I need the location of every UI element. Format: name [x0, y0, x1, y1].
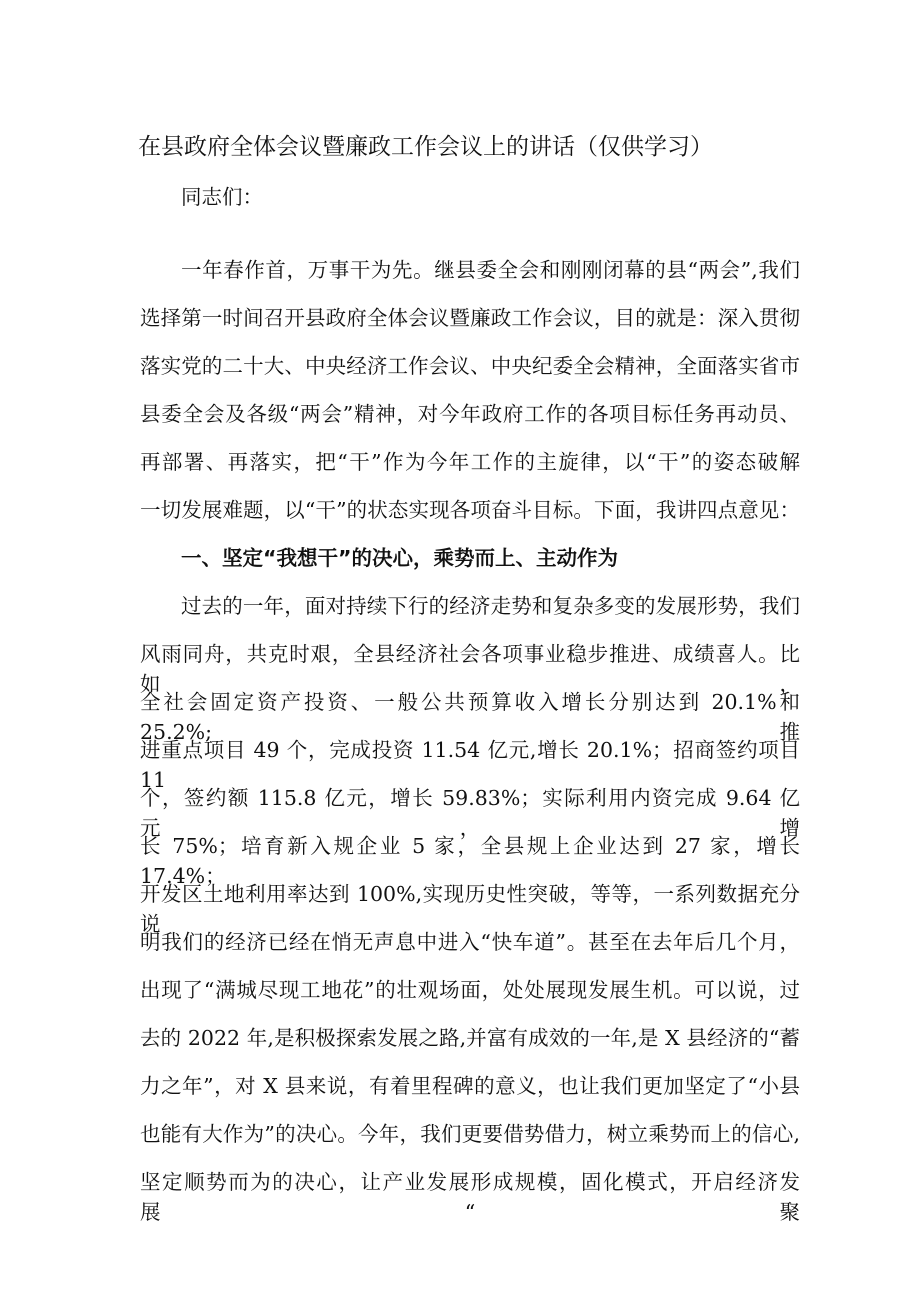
paragraph-line: 出现了“满城尽现工地花”的壮观场面，处处展现发展生机。可以说，过 [140, 978, 800, 1002]
paragraph-line: 个，签约额 115.8 亿元，增长 59.83%；实际利用内资完成 9.64 亿元，增 [140, 786, 800, 840]
paragraph-line: 一切发展难题，以“干”的状态实现各项奋斗目标。下面，我讲四点意见： [140, 498, 800, 522]
paragraph-line: 力之年”，对 X 县来说，有着里程碑的意义，也让我们更加坚定了“小县 [140, 1074, 800, 1098]
paragraph-line: 长 75%；培育新入规企业 5 家，全县规上企业达到 27 家，增长 17.4%； [140, 834, 800, 888]
section-heading: 一、坚定“我想干”的决心，乘势而上、主动作为 [181, 546, 618, 570]
paragraph-line: 去的 2022 年,是积极探索发展之路,并富有成效的一年,是 X 县经济的“蓄 [140, 1026, 800, 1050]
paragraph-line: 选择第一时间召开县政府全体会议暨廉政工作会议，目的就是：深入贯彻 [140, 306, 800, 330]
paragraph-line: 全社会固定资产投资、一般公共预算收入增长分别达到 20.1%和 25.2%;推 [140, 690, 800, 744]
paragraph-line: 坚定顺势而为的决心，让产业发展形成规模，固化模式，开启经济发展“聚 [140, 1170, 800, 1224]
paragraph-line: 明我们的经济已经在悄无声息中进入“快车道”。甚至在去年后几个月， [140, 930, 800, 954]
document-title: 在县政府全体会议暨廉政工作会议上的讲话（仅供学习） [138, 134, 713, 160]
paragraph-line: 风雨同舟，共克时艰，全县经济社会各项事业稳步推进、成绩喜人。比如， [140, 642, 800, 696]
paragraph-line: 再部署、再落实，把“干”作为今年工作的主旋律，以“干”的姿态破解 [140, 450, 800, 474]
paragraph-line: 落实党的二十大、中央经济工作会议、中央纪委全会精神，全面落实省市 [140, 354, 800, 378]
paragraph-line: 也能有大作为”的决心。今年，我们更要借势借力，树立乘势而上的信心, [140, 1122, 800, 1146]
paragraph-line: 过去的一年，面对持续下行的经济走势和复杂多变的发展形势，我们 [181, 594, 800, 618]
paragraph-line: 进重点项目 49 个，完成投资 11.54 亿元,增长 20.1%；招商签约项目 11 [140, 738, 800, 792]
paragraph-line: 县委全会及各级“两会”精神，对今年政府工作的各项目标任务再动员、 [140, 402, 800, 426]
paragraph-line: 一年春作首，万事干为先。继县委全会和刚刚闭幕的县“两会”,我们 [181, 258, 800, 282]
salutation: 同志们： [181, 185, 263, 209]
paragraph-line: 开发区土地利用率达到 100%,实现历史性突破，等等，一系列数据充分说 [140, 882, 800, 936]
